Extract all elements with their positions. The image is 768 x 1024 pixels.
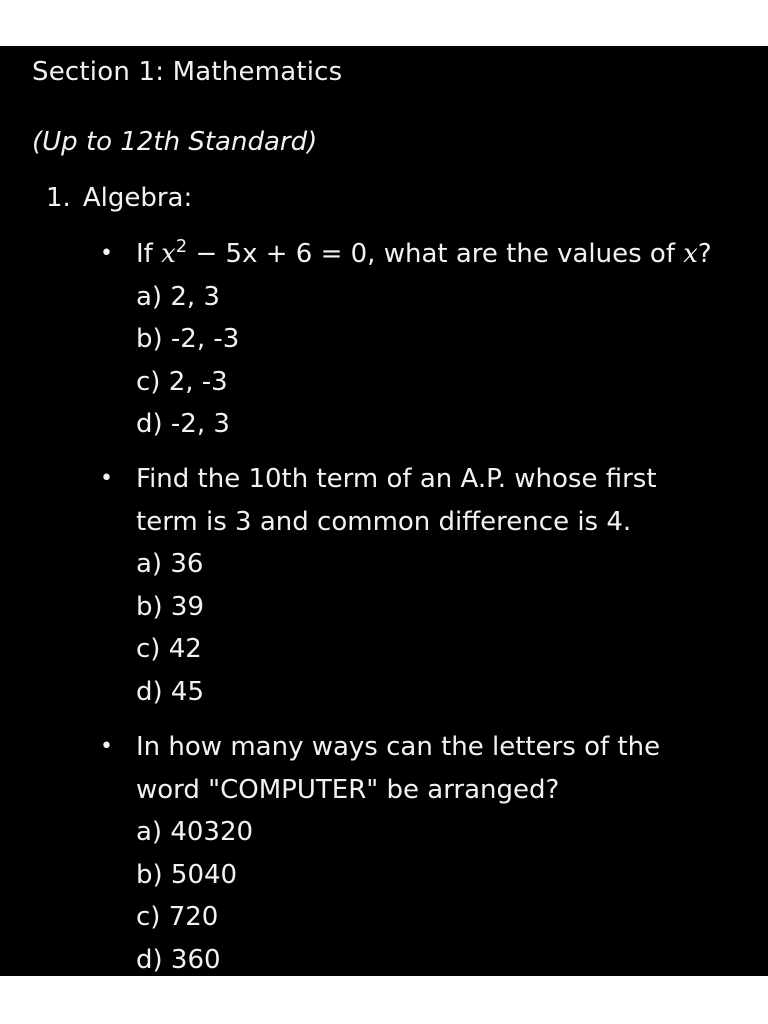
question-1	[100, 233, 740, 446]
question-1-option-c: c) 2, -3	[136, 366, 228, 397]
question-3-option-a: a) 40320	[136, 817, 254, 847]
section-title: Section 1: Mathematics	[32, 57, 343, 87]
math-variable: x	[161, 239, 176, 269]
math-variable: x	[683, 239, 698, 269]
question-2-option-c: c) 42	[136, 634, 202, 664]
question-1-text: If $x^2 - 5x + 6 = 0$, what are the values of x?	[136, 236, 712, 269]
topic-number: 1.	[46, 183, 71, 213]
question-3-option-b: b) 5040	[136, 859, 238, 890]
section-subtitle: (Up to 12th Standard)	[32, 127, 318, 157]
question-1-option-a: a) 2, 3	[136, 281, 220, 312]
question-3-text-line-1: In how many ways can the letters of the	[136, 732, 661, 762]
topic-heading	[46, 180, 192, 216]
question-2-text-line-2: term is 3 and common difference is 4.	[136, 506, 632, 537]
question-3-option-d: d) 360	[136, 944, 221, 975]
question-2	[100, 458, 740, 713]
question-3-option-c: c) 720	[136, 902, 219, 932]
question-2-text-line-1: Find the 10th term of an A.P. whose first	[136, 464, 657, 494]
question-1-option-d: d) -2, 3	[136, 409, 230, 439]
bullet: •	[100, 734, 113, 759]
question-2-option-a: a) 36	[136, 549, 204, 579]
question-2-option-b: b) 39	[136, 591, 204, 622]
question-3	[100, 726, 740, 976]
question-3-text-line-2: word "COMPUTER" be arranged?	[136, 774, 560, 805]
document-frame	[0, 46, 768, 976]
topic-label: Algebra:	[82, 183, 193, 213]
bullet: •	[100, 466, 113, 491]
math-exponent: 2	[175, 236, 188, 257]
question-1-option-b: b) -2, -3	[136, 324, 240, 354]
question-2-option-d: d) 45	[136, 676, 204, 707]
bullet: •	[100, 241, 113, 266]
